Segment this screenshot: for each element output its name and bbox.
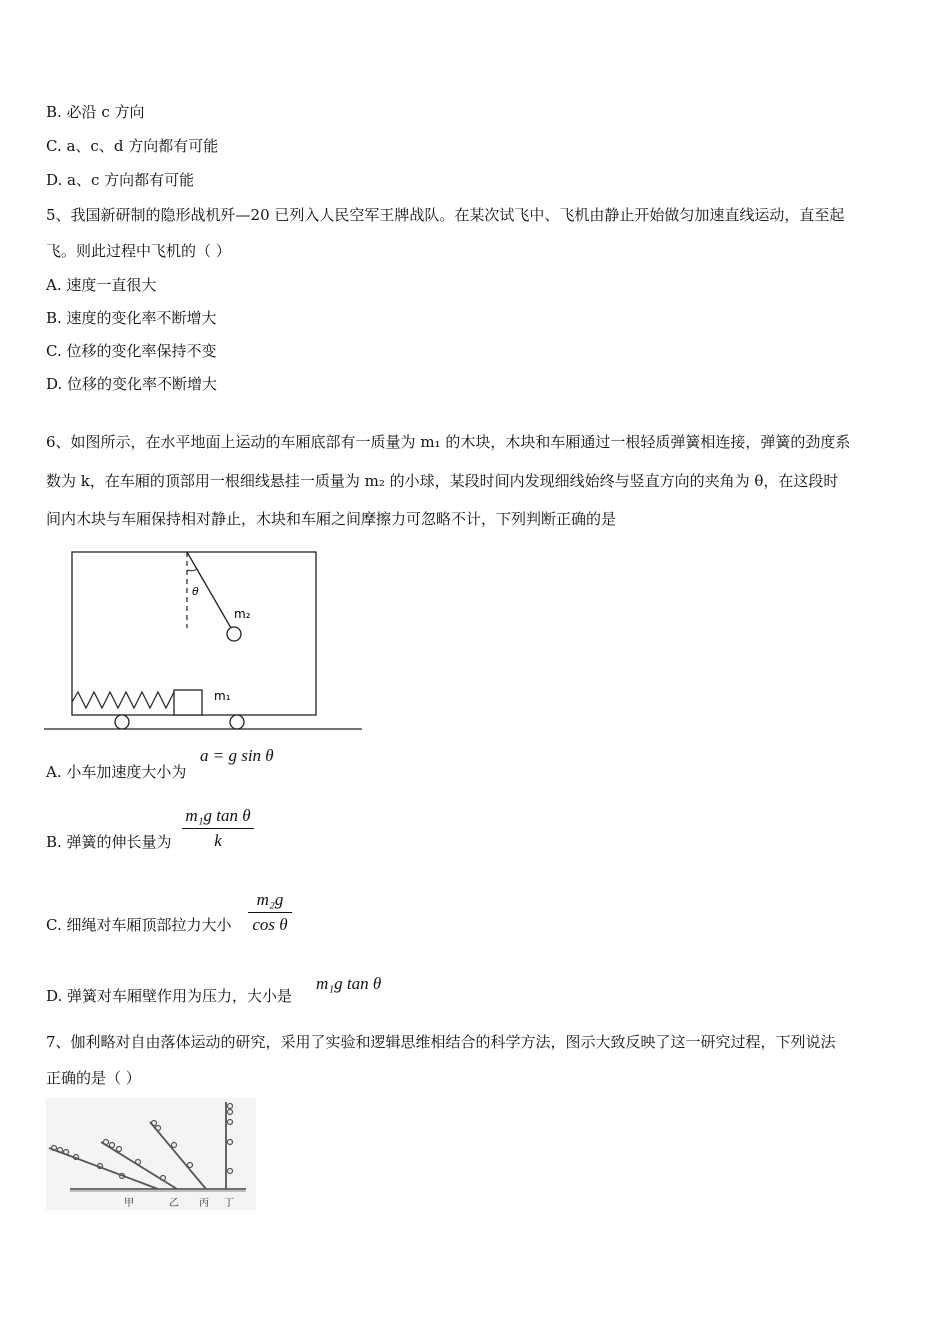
carriage-figure	[44, 548, 364, 738]
figure-label-bing: 丙	[199, 1198, 209, 1209]
figure-label-jia: 甲	[124, 1198, 134, 1209]
q4-option-d: D. a、c 方向都有可能	[46, 171, 195, 189]
q5-stem-line1: 5、我国新研制的隐形战机歼—20 已列入人民空军王牌战队。在某次试飞中、飞机由静止开始做匀加速直线运动，直至起	[46, 206, 845, 224]
q6-stem-line3: 间内木块与车厢保持相对静止，木块和车厢之间摩擦力可忽略不计，下列判断正确的是	[46, 510, 617, 528]
m1-label: m₁	[214, 689, 231, 703]
q6-option-c-denominator: cos θ	[252, 915, 288, 934]
q6-option-b-numerator: m₁g tan θ	[182, 806, 254, 829]
q6-option-b-fraction	[182, 806, 254, 851]
q4-option-c: C. a、c、d 方向都有可能	[46, 137, 219, 155]
q5-option-c: C. 位移的变化率保持不变	[46, 342, 217, 360]
figure-label-yi: 乙	[169, 1198, 179, 1209]
q6-option-d-text: D. 弹簧对车厢壁作用为压力，大小是	[46, 987, 293, 1005]
figure-label-ding: 丁	[224, 1198, 234, 1209]
q6-option-b-denominator: k	[214, 831, 222, 850]
q5-stem-line2: 飞。则此过程中飞机的（ ）	[46, 242, 231, 260]
q6-stem-line2: 数为 k，在车厢的顶部用一根细线悬挂一质量为 m₂ 的小球，某段时间内发现细线始终与竖直方向的夹角为 θ，在这段时	[46, 472, 839, 490]
q7-stem-line1: 7、伽利略对自由落体运动的研究，采用了实验和逻辑思维相结合的科学方法，图示大致反映了这一研究过程，下列说法	[46, 1033, 836, 1051]
q5-option-b: B. 速度的变化率不断增大	[46, 309, 217, 327]
galileo-figure	[46, 1098, 256, 1210]
q6-option-a-text: A. 小车加速度大小为	[46, 763, 187, 781]
q5-option-a: A. 速度一直很大	[46, 276, 157, 294]
q7-stem-line2: 正确的是（ ）	[46, 1069, 141, 1087]
q5-option-d: D. 位移的变化率不断增大	[46, 375, 218, 393]
q6-stem-line1: 6、如图所示，在水平地面上运动的车厢底部有一质量为 m₁ 的木块，木块和车厢通过一根轻质弹簧相连接，弹簧的劲度系	[46, 433, 851, 451]
q6-option-c-numerator: m₂g	[248, 890, 292, 913]
q6-option-c-text: C. 细绳对车厢顶部拉力大小	[46, 916, 232, 934]
q6-option-b-text: B. 弹簧的伸长量为	[46, 833, 172, 851]
q6-option-c-fraction	[248, 890, 292, 935]
theta-label: θ	[192, 585, 199, 598]
m2-label: m₂	[234, 607, 251, 621]
q6-option-d-formula: m₁g tan θ	[316, 974, 382, 993]
q6-option-a-formula: a = g sin θ	[200, 746, 274, 765]
q4-option-b: B. 必沿 c 方向	[46, 103, 145, 121]
